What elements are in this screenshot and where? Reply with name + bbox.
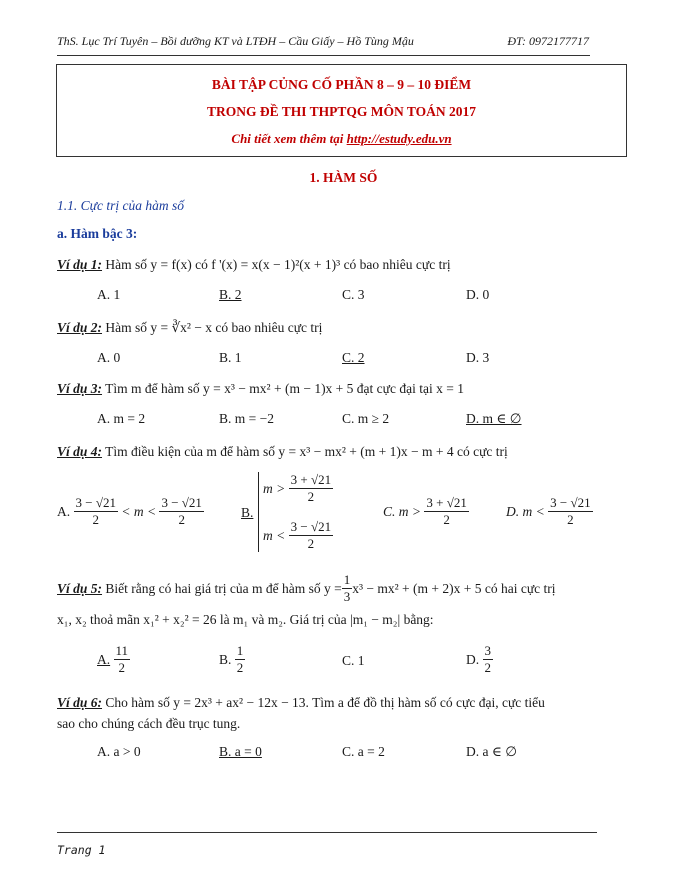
title-line-1: BÀI TẬP CỦNG CỐ PHẦN 8 – 9 – 10 ĐIỂM — [211, 77, 472, 92]
numerator: 11 — [115, 643, 129, 658]
option-b[interactable]: B. 2 — [219, 287, 242, 302]
fraction — [74, 495, 118, 528]
option-b-text: B. — [241, 505, 254, 520]
option-a[interactable]: A. a > 0 — [97, 744, 141, 759]
option-c[interactable] — [383, 495, 469, 528]
denominator: 2 — [92, 512, 99, 527]
page-number: Trang 1 — [57, 843, 106, 857]
option-d[interactable]: D. 3 — [466, 350, 490, 365]
denominator: 2 — [307, 536, 315, 551]
options-2 — [0, 350, 687, 370]
option-d[interactable] — [506, 495, 593, 528]
title-box — [56, 64, 627, 157]
relation: m > — [263, 480, 286, 496]
options-1 — [0, 287, 687, 307]
denominator: 3 — [343, 589, 351, 604]
header-phone: ĐT: 0972177717 — [507, 34, 589, 48]
example-text: Tìm m để hàm số y = x³ − mx² + (m − 1)x + 5 đạt cực đại tại x = 1 — [105, 381, 464, 396]
example-text: Biết rằng có hai giá trị của m để hàm số y = — [105, 580, 342, 596]
fraction — [289, 519, 333, 552]
title-link-prefix: Chi tiết xem thêm tại — [231, 131, 347, 146]
option-b-label: B. — [219, 651, 232, 667]
numerator: 3 + √21 — [290, 472, 332, 487]
example-label: Ví dụ 5: — [57, 580, 103, 596]
fraction — [159, 495, 203, 528]
option-d-label: D. m < — [506, 503, 545, 519]
option-a[interactable]: A. m = 2 — [97, 411, 146, 426]
option-d[interactable]: D. a ∈ ∅ — [466, 744, 517, 759]
example-text: Tìm điều kiện của m để hàm số y = x³ − mx² + (m + 1)x − m + 4 có cực trị — [105, 444, 508, 459]
example-3 — [57, 379, 617, 399]
fraction — [483, 643, 494, 676]
options-3 — [0, 411, 687, 431]
example-5-line-2: x₁, x₂ thoả mãn x₁² + x₂² = 26 là m₁ và m₂. Giá trị của |m₁ − m₂| bằng: — [57, 612, 434, 627]
option-d[interactable]: D. 0 — [466, 287, 490, 302]
example-1 — [57, 255, 617, 275]
title-line-2: TRONG ĐỀ THI THPTQG MÔN TOÁN 2017 — [206, 104, 477, 119]
numerator: 3 − √21 — [75, 495, 116, 510]
option-d-label: D. — [466, 651, 480, 667]
header-author: ThS. Lục Trí Tuyên – Bồi dưỡng KT và LTĐH – Cầu Giấy – Hồ Tùng Mậu — [57, 34, 414, 48]
example-label: Ví dụ 6: — [57, 695, 103, 710]
option-b[interactable] — [219, 643, 245, 676]
numerator: 3 − √21 — [550, 495, 591, 510]
fraction — [342, 572, 353, 605]
numerator: 3 + √21 — [426, 495, 467, 510]
option-a-label: A. — [97, 651, 111, 667]
numerator: 3 − √21 — [290, 519, 332, 534]
option-b-label[interactable] — [241, 505, 253, 521]
option-a[interactable]: A. 1 — [97, 287, 121, 302]
numerator: 3 — [484, 643, 491, 658]
option-c[interactable]: C. m ≥ 2 — [342, 411, 390, 426]
inequality: < m < — [121, 503, 157, 519]
example-text: Hàm số y = ∛x² − x có bao nhiêu cực trị — [105, 320, 323, 335]
example-label: Ví dụ 1: — [57, 257, 103, 272]
section-title: 1. HÀM SỐ — [309, 170, 378, 185]
example-6 — [57, 693, 627, 713]
option-c[interactable]: C. 3 — [342, 287, 365, 302]
example-5 — [57, 572, 657, 605]
fraction — [114, 643, 131, 676]
example-label: Ví dụ 3: — [57, 381, 103, 396]
example-text: Hàm số y = f(x) có f '(x) = x(x − 1)²(x + 1)³ có bao nhiêu cực trị — [105, 257, 451, 272]
numerator: 3 − √21 — [161, 495, 202, 510]
option-b-system — [258, 472, 333, 552]
denominator: 2 — [443, 512, 450, 527]
fraction — [235, 643, 246, 676]
example-text: Cho hàm số y = 2x³ + ax² − 12x − 13. Tìm a để đồ thị hàm số có cực đại, cực tiểu — [105, 695, 545, 710]
option-c[interactable]: C. 1 — [342, 653, 365, 668]
option-d[interactable] — [466, 643, 493, 676]
part-title: a. Hàm bậc 3: — [57, 226, 138, 241]
options-6 — [0, 744, 687, 764]
subsection-title: 1.1. Cực trị của hàm số — [57, 198, 184, 213]
system-row-2 — [263, 519, 333, 552]
example-2 — [57, 318, 617, 338]
denominator: 2 — [567, 512, 574, 527]
option-a[interactable] — [57, 495, 204, 528]
fraction — [424, 495, 468, 528]
option-d[interactable]: D. m ∈ ∅ — [466, 411, 522, 426]
fraction — [289, 472, 333, 505]
title-line-3 — [57, 131, 626, 147]
option-a-label: A. — [57, 503, 71, 519]
header-divider — [57, 55, 590, 56]
option-c-label: C. m > — [383, 503, 421, 519]
estudy-link[interactable]: http://estudy.edu.vn — [346, 131, 452, 146]
example-label: Ví dụ 2: — [57, 320, 103, 335]
option-c[interactable]: C. 2 — [342, 350, 365, 365]
denominator: 2 — [307, 489, 315, 504]
system-row-1 — [263, 472, 333, 505]
denominator: 2 — [178, 512, 185, 527]
numerator: 1 — [236, 643, 244, 658]
option-c[interactable]: C. a = 2 — [342, 744, 385, 759]
page-header — [57, 34, 589, 49]
fraction — [548, 495, 592, 528]
option-b[interactable]: B. a = 0 — [219, 744, 262, 759]
example-label: Ví dụ 4: — [57, 444, 103, 459]
option-a[interactable] — [97, 643, 130, 676]
option-b[interactable]: B. 1 — [219, 350, 242, 365]
denominator: 2 — [236, 660, 244, 675]
option-b[interactable]: B. m = −2 — [219, 411, 274, 426]
example-6-line-2: sao cho chúng cách đều trục tung. — [57, 716, 241, 731]
footer-divider — [57, 832, 597, 833]
example-text-2: x³ − mx² + (m + 2)x + 5 có hai cực trị — [352, 580, 556, 596]
option-a[interactable]: A. 0 — [97, 350, 121, 365]
numerator: 1 — [343, 572, 351, 587]
example-4 — [57, 442, 617, 462]
relation: m < — [263, 527, 286, 543]
denominator: 2 — [118, 660, 126, 675]
denominator: 2 — [484, 660, 491, 675]
